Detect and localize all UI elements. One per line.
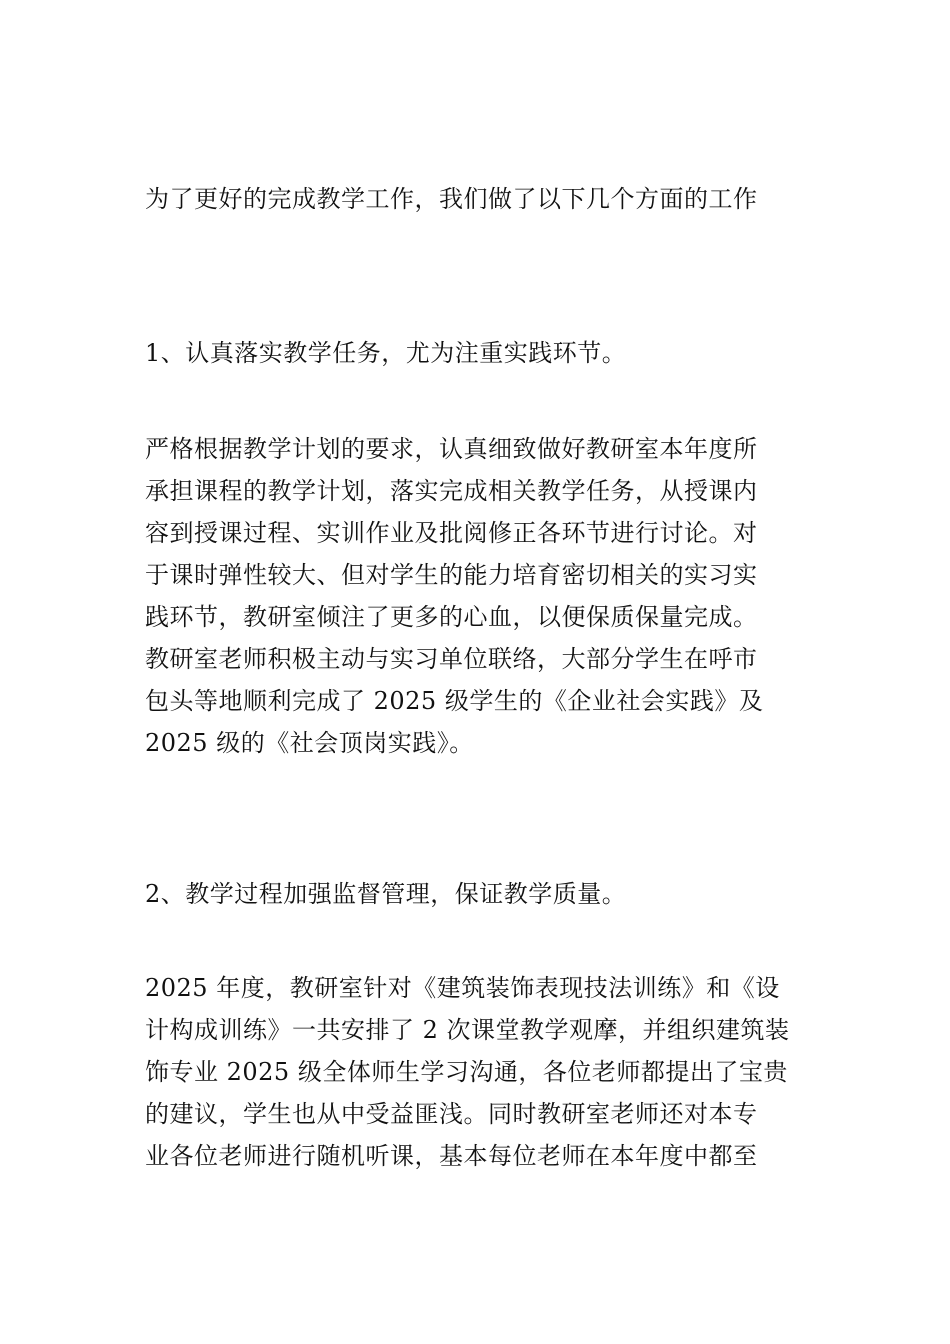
- section-1-heading: [145, 332, 810, 374]
- body-line: 于课时弹性较大、但对学生的能力培育密切相关的实习实: [145, 561, 758, 589]
- body-line: 业各位老师进行随机听课，基本每位老师在本年度中都至: [145, 1142, 758, 1170]
- intro-line: 为了更好的完成教学工作，我们做了以下几个方面的工作: [145, 185, 758, 213]
- body-line: 教研室老师积极主动与实习单位联络，大部分学生在呼市: [145, 645, 758, 673]
- body-line: 承担课程的教学计划，落实完成相关教学任务，从授课内: [145, 477, 758, 505]
- body-line: 饰专业 2025 级全体师生学习沟通，各位老师都提出了宝贵: [145, 1058, 788, 1086]
- section-2-heading: [145, 873, 810, 915]
- body-line: 2025 级的《社会顶岗实践》。: [145, 729, 474, 757]
- body-line: 践环节，教研室倾注了更多的心血，以便保质保量完成。: [145, 603, 758, 631]
- body-line: 的建议，学生也从中受益匪浅。同时教研室老师还对本专: [145, 1100, 758, 1128]
- body-line: 包头等地顺利完成了 2025 级学生的《企业社会实践》及: [145, 687, 764, 715]
- body-line: 计构成训练》一共安排了 2 次课堂教学观摩，并组织建筑装: [145, 1016, 790, 1044]
- section-1-body: [145, 428, 810, 764]
- intro-paragraph: [145, 178, 810, 220]
- body-line: 容到授课过程、实训作业及批阅修正各环节进行讨论。对: [145, 519, 758, 547]
- section-2-body: [145, 967, 810, 1177]
- body-line: 严格根据教学计划的要求，认真细致做好教研室本年度所: [145, 435, 758, 463]
- body-line: 2025 年度，教研室针对《建筑装饰表现技法训练》和《设: [145, 974, 780, 1002]
- section-1-heading-text: 1、认真落实教学任务，尤为注重实践环节。: [145, 339, 627, 367]
- section-2-heading-text: 2、教学过程加强监督管理，保证教学质量。: [145, 880, 627, 908]
